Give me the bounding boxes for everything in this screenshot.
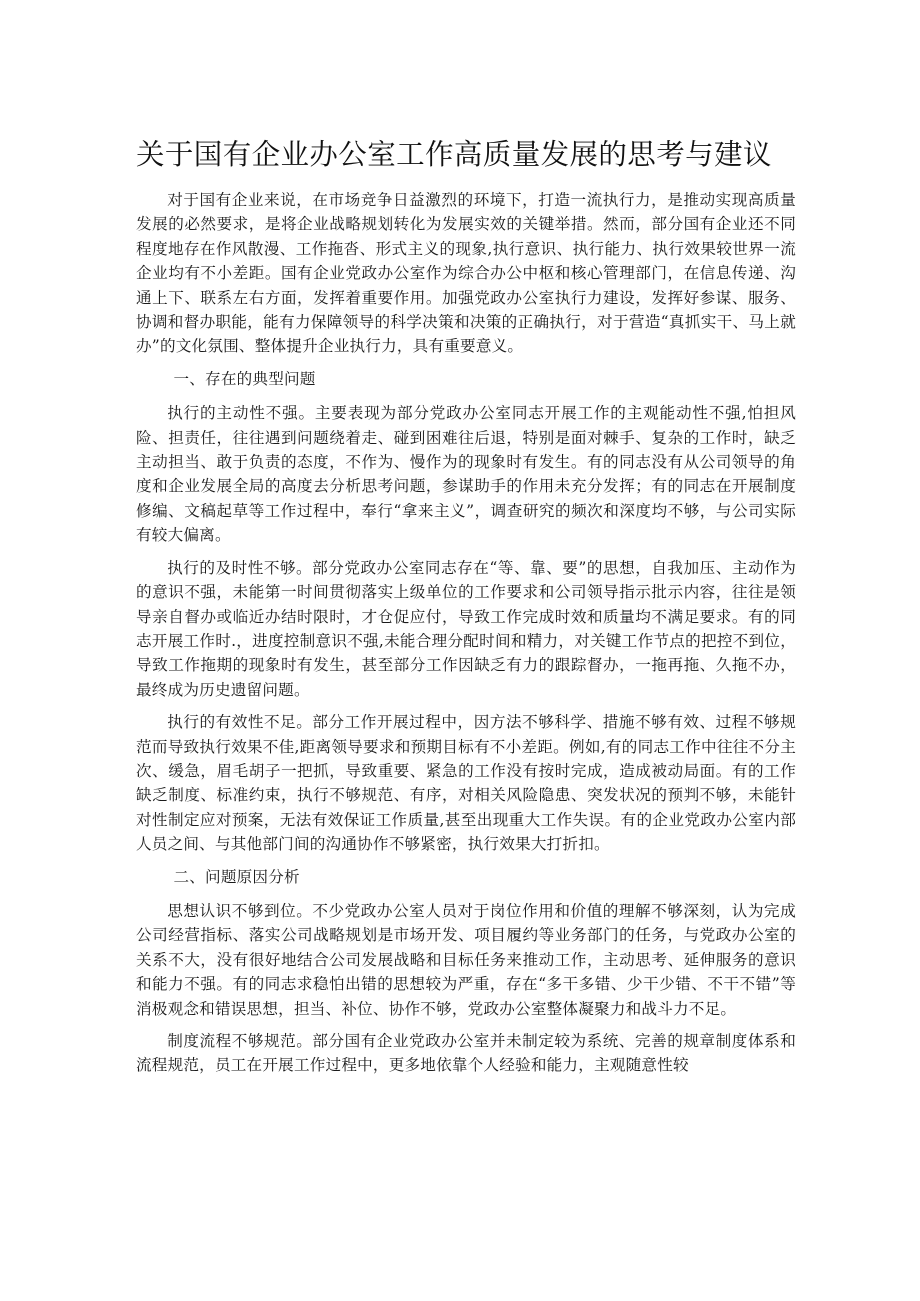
intro-paragraph: 对于国有企业来说，在市场竞争日益激烈的环境下，打造一流执行力，是推动实现高质量发展的必然要求，是将企业战略规划转化为发展实效的关键举措。然而，部分国有企业还不同程度地存在作风散漫、工作拖沓、形式主义的现象,执行意识、执行能力、执行效果较世界一流企业均有不小差距。国有企业党政办公室作为综合办公中枢和核心管理部门，在信息传递、沟通上下、联系左右方面，发挥着重要作用。加强党政办公室执行力建设，发挥好参谋、服务、协调和督办职能，能有力保障领导的科学决策和决策的正确执行，对于营造“真抓实干、马上就办”的文化氛围、整体提升企业执行力，具有重要意义。 (136, 191, 796, 356)
section-heading-problems: 一、存在的典型问题 (173, 369, 316, 388)
paragraph-awareness: 思想认识不够到位。不少党政办公室人员对于岗位作用和价值的理解不够深刻，认为完成公司经营指标、落实公司战略规划是市场开发、项目履约等业务部门的任务，与党政办公室的关系不大，没有很好地结合公司发展战略和目标任务来推动工作，主动思考、延伸服务的意识和能力不强。有的同志求稳怕出错的思想较为严重，存在“多干多错、少干少错、不干不错”等消极观念和错误思想，担当、补位、协作不够，党政办公室整体凝聚力和战斗力不足。 (136, 901, 796, 1018)
document-title: 关于国有企业办公室工作高质量发展的思考与建议 (136, 138, 772, 171)
paragraph-initiative: 执行的主动性不强。主要表现为部分党政办公室同志开展工作的主观能动性不强,怕担风险、担责任，往往遇到问题绕着走、碰到困难往后退，特别是面对棘手、复杂的工作时，缺乏主动担当、敢于负责的态度，不作为、慢作为的现象时有发生。有的同志没有从公司领导的角度和企业发展全局的高度去分析思考问题，参谋助手的作用未充分发挥；有的同志在开展制度修编、文稿起草等工作过程中，奉行“拿来主义”，调查研究的频次和深度均不够，与公司实际有较大偏离。 (136, 404, 796, 545)
paragraph-timeliness: 执行的及时性不够。部分党政办公室同志存在“等、靠、要”的思想，自我加压、主动作为的意识不强，未能第一时间贯彻落实上级单位的工作要求和公司领导指示批示内容，往往是领导亲自督办或临近办结时限时，才仓促应付，导致工作完成时效和质量均不满足要求。有的同志开展工作时.，进度控制意识不强,未能合理分配时间和精力，对关键工作节点的把控不到位，导致工作拖期的现象时有发生，甚至部分工作因缺乏有力的跟踪督办，一拖再拖、久拖不办，最终成为历史遗留问题。 (136, 558, 796, 699)
document-body (136, 188, 796, 1086)
paragraph-effectiveness: 执行的有效性不足。部分工作开展过程中，因方法不够科学、措施不够有效、过程不够规范而导致执行效果不佳,距离领导要求和预期目标有不小差距。例如,有的同志工作中往往不分主次、缓急，眉毛胡子一把抓，导致重要、紧急的工作没有按时完成，造成被动局面。有的工作缺乏制度、标准约束，执行不够规范、有序，对相关风险隐患、突发状况的预判不够，未能针对性制定应对预案，无法有效保证工作质量,甚至出现重大工作失误。有的企业党政办公室内部人员之间、与其他部门间的沟通协作不够紧密，执行效果大打折扣。 (136, 713, 796, 854)
section-heading-causes: 二、问题原因分析 (173, 867, 300, 886)
paragraph-process: 制度流程不够规范。部分国有企业党政办公室并未制定较为系统、完善的规章制度体系和流程规范，员工在开展工作过程中，更多地依靠个人经验和能力，主观随意性较 (136, 1032, 796, 1075)
